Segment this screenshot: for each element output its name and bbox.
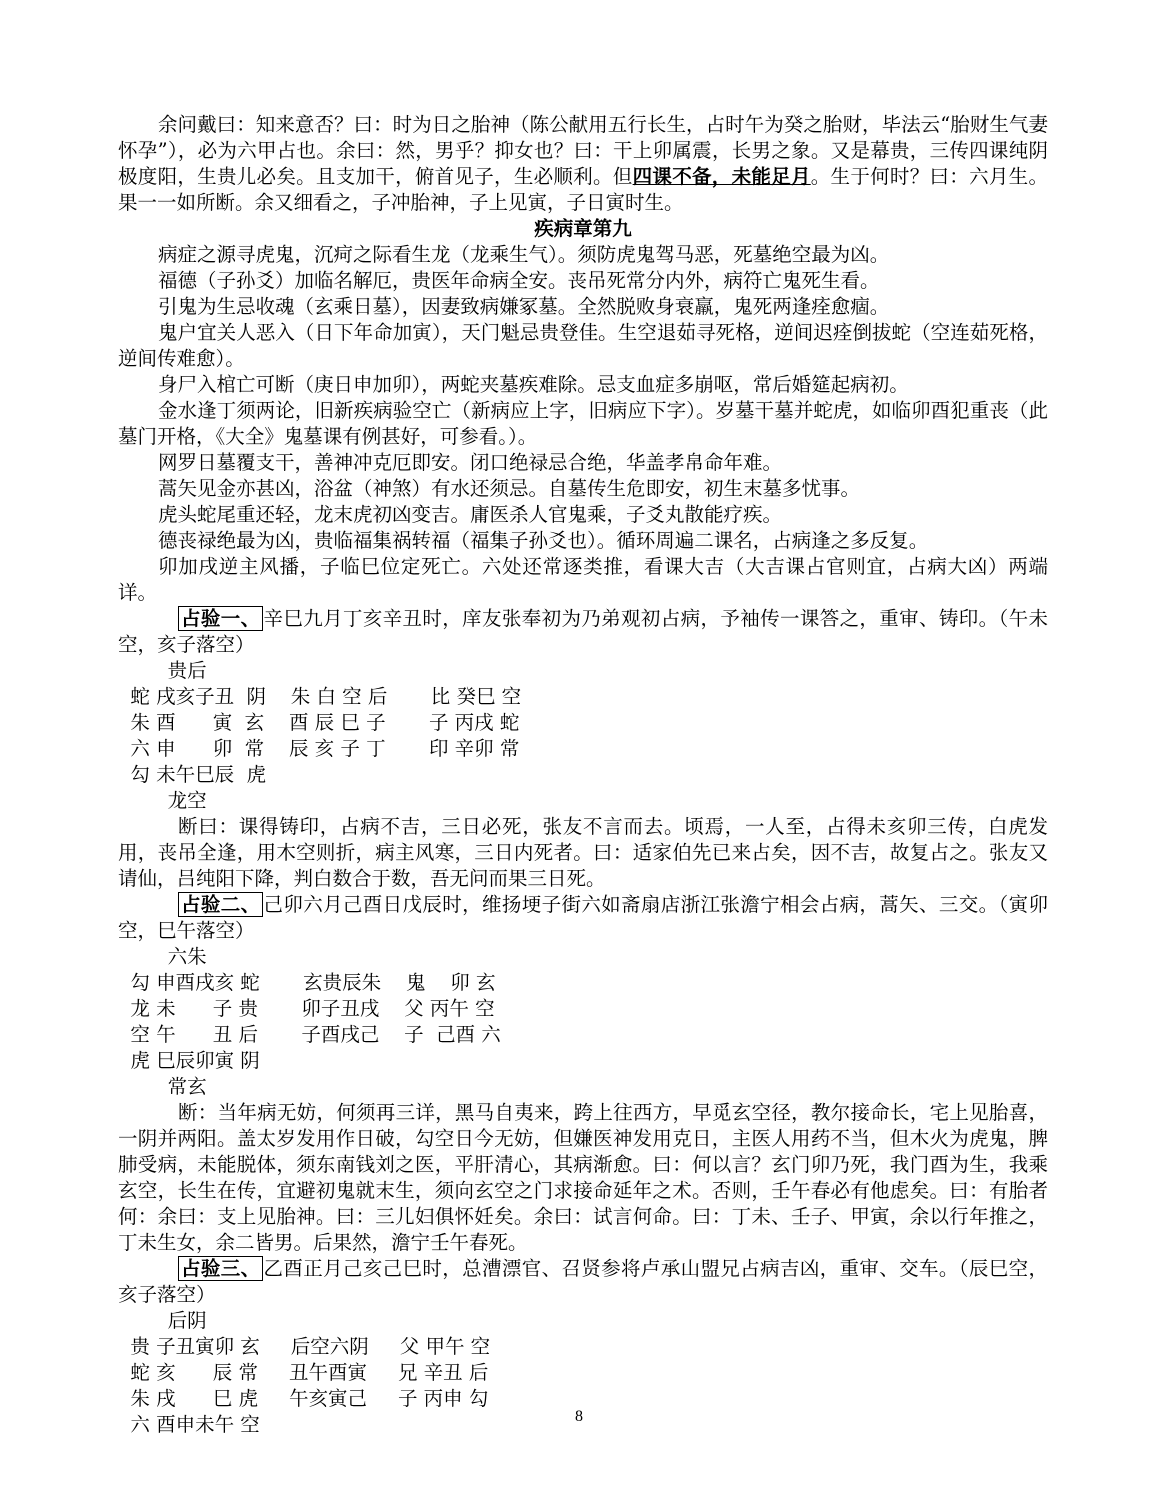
verse-line: 金水逢丁须两论，旧新疾病验空亡（新病应上字，旧病应下字）。岁墓干墓并蛇虎，如临卯酉犯重丧（此墓门开格，《大全》鬼墓课有例甚好，可参看。）。 <box>118 399 1048 448</box>
chapter-title: 疾病章第九 <box>534 217 632 240</box>
chart-row: 蛇 戌亥子丑 阴 朱 白 空 后 比 癸巳 空 <box>118 685 522 708</box>
verse-line: 虎头蛇尾重还轻，龙末虎初凶变吉。庸医杀人官鬼乘，子爻丸散能疗疾。 <box>158 503 783 526</box>
verse-line: 病症之源寻虎鬼，沉疴之际看生龙（龙乘生气）。须防虎鬼驾马恶，死墓绝空最为凶。 <box>158 243 890 266</box>
case1-chart <box>118 658 1048 814</box>
case3-text: 乙酉正月己亥己巳时，总漕漂官、召贤参将卢承山盟兄占病吉凶，重审、交车。（辰巳空，亥子落空） <box>118 1257 1048 1306</box>
verse-line: 福德（子孙爻）加临名解厄，贵医年命病全安。丧吊死常分内外，病符亡鬼死生看。 <box>158 269 880 292</box>
verses <box>118 242 1048 606</box>
case3-intro <box>118 1256 1048 1308</box>
case1-judgment: 断曰：课得铸印，占病不吉，三日必死，张友不言而去。顷焉，一人至，占得未亥卯三传，白虎发用，丧吊全逢，用木空则折，病主风寒，三日内死者。曰：适家伯先已来占矣，因不吉，故复占之。张友又请仙，吕纯阳下降，判白数合于数，吾无问而果三日死。 <box>118 815 1048 890</box>
intro-text-1: 余问戴曰：知来意否？曰：时为日之胎神（陈公献用五行长生，占时午为癸之胎财，毕法云“胎财生气妻怀孕”），必为六甲占也。余曰：然，男乎？抑女也？曰：干上卯属震，长男之象。又是幕贵，三传四课纯阴极度阳，生贵儿必矣。且支加干，俯首见子，生必顺利。但 <box>118 113 1048 188</box>
intro-paragraph <box>118 112 1048 216</box>
page-number: 8 <box>575 1408 583 1425</box>
verse-line: 引鬼为生忌收魂（玄乘日墓），因妻致病嫌冢墓。全然脱败身衰羸，鬼死两逢痊愈痼。 <box>158 295 890 318</box>
verse-line: 德丧禄绝最为凶，贵临福集祸转福（福集子孙爻也）。循环周遍二课名，占病逢之多反复。 <box>158 529 929 552</box>
chart-row: 龙 未 子 贵 卯子丑戌 父 丙午 空 <box>118 997 495 1020</box>
verse-line: 鬼户宜关人恶入（日下年命加寅），天门魁忌贵登佳。生空退茹寻死格，逆间迟痊倒拔蛇（空连茹死格，逆间传难愈）。 <box>118 321 1048 370</box>
case3-label: 占验三、 <box>178 1256 263 1281</box>
chart-row: 常玄 <box>118 1075 207 1098</box>
chart-row: 六 申 卯 常 辰 亥 子 丁 印 辛卯 常 <box>118 737 520 760</box>
chart-row: 六朱 <box>118 945 207 968</box>
case2-chart <box>118 944 1048 1100</box>
document-page <box>118 112 1048 1438</box>
chart-row: 贵 子丑寅卯 玄 后空六阴 父 甲午 空 <box>118 1335 491 1358</box>
case1-intro <box>118 606 1048 658</box>
chart-row: 朱 戌 巳 虎 午亥寅己 子 丙申 勾 <box>118 1387 489 1410</box>
verse-line: 网罗日墓覆支干，善神冲克厄即安。闭口绝禄忌合绝，华盖孝帛命年难。 <box>158 451 783 474</box>
chart-row: 勾 申酉戌亥 蛇 玄贵辰朱 鬼 卯 玄 <box>118 971 496 994</box>
verse-line: 卯加戌逆主风播，子临巳位定死亡。六处还常逐类推，看课大吉（大吉课占官则宜，占病大凶）两端详。 <box>118 555 1048 604</box>
chart-row: 空 午 丑 后 子酉戌己 子 己酉 六 <box>118 1023 501 1046</box>
case2-intro <box>118 892 1048 944</box>
verse-line: 身尸入棺亡可断（庚日申加卯），两蛇夹墓疾难除。忌支血症多崩呕，常后婚筵起病初。 <box>158 373 909 396</box>
chart-row: 虎 巳辰卯寅 阴 <box>118 1049 260 1072</box>
verse-line: 蒿矢见金亦甚凶，浴盆（神煞）有水还须忌。自墓传生危即安，初生末墓多忧事。 <box>158 477 861 500</box>
intro-text-2: 。生于何时？曰：六月生。果一一如所断。余又细看之，子冲胎神，子上见寅，子日寅时生。 <box>118 165 1048 214</box>
chart-row: 后阴 <box>118 1309 207 1332</box>
case1-label: 占验一、 <box>178 606 263 631</box>
case1-text: 辛巳九月丁亥辛丑时，庠友张奉初为乃弟观初占病，予袖传一课答之，重审、铸印。（午未空，亥子落空） <box>118 607 1048 656</box>
case2-label: 占验二、 <box>178 892 263 917</box>
chart-row: 朱 酉 寅 玄 酉 辰 巳 子 子 丙戌 蛇 <box>118 711 520 734</box>
chart-row: 蛇 亥 辰 常 丑午酉寅 兄 辛丑 后 <box>118 1361 489 1384</box>
chart-row: 龙空 <box>118 789 207 812</box>
emphasis-text: 四课不备，未能足月 <box>632 165 811 188</box>
case2-text: 己卯六月己酉日戊辰时，维扬埂子街六如斋扇店浙江张澹宁相会占病，蒿矢、三交。（寅卯空，巳午落空） <box>118 893 1048 942</box>
chart-row: 勾 未午巳辰 虎 <box>118 763 266 786</box>
chart-row: 贵后 <box>118 659 207 682</box>
chart-row: 六 酉申未午 空 <box>118 1413 260 1436</box>
case2-judgment: 断：当年病无妨，何须再三详，黑马自夷来，跨上往西方，早觅玄空径，教尔接命长，宅上见胎喜，一阴并两阳。盖太岁发用作日破，勾空日今无妨，但嫌医神发用克日，主医人用药不当，但木火为虎鬼，脾肺受病，未能脱体，须东南钱刘之医，平肝清心，其病渐愈。曰：何以言？玄门卯乃死，我门酉为生，我乘玄空，长生在传，宜避初鬼就末生，须向玄空之门求接命延年之术。否则，壬午春必有他虑矣。曰：有胎者何：余曰：支上见胎神。曰：三儿妇俱怀妊矣。余曰：试言何命。曰：丁未、壬子、甲寅，余以行年推之，丁未生女，余二皆男。后果然，澹宁壬午春死。 <box>118 1101 1048 1254</box>
